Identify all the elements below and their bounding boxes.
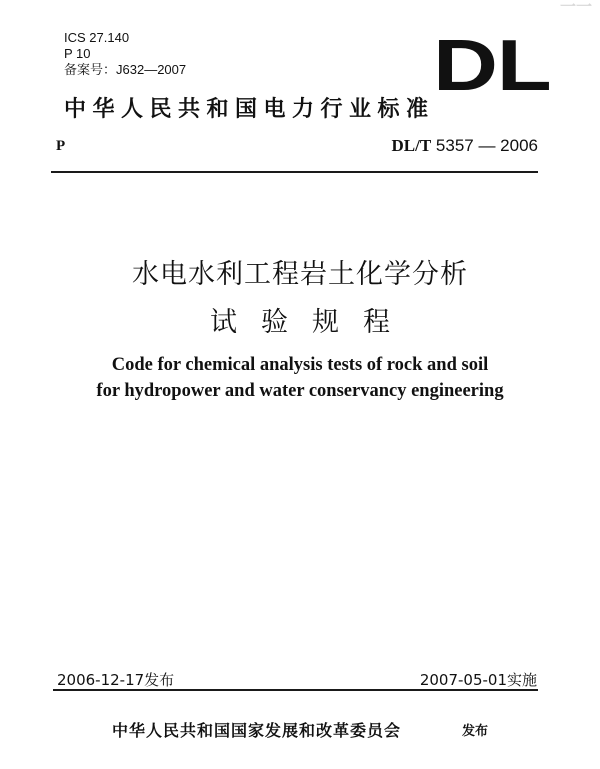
standard-code: 5357 — 2006 <box>435 136 538 155</box>
title-chinese-line2: 试验规程 <box>210 307 414 338</box>
issue-date: 2006-12-17发布 <box>57 671 175 689</box>
publisher-name: 中华人民共和国国家发展和改革委员会 <box>112 721 402 740</box>
class-code: P 10 <box>64 46 91 61</box>
classification-letter: P <box>56 138 66 154</box>
bottom-divider <box>53 689 538 691</box>
corner-watermark: 一一 <box>559 0 592 16</box>
standard-number <box>391 136 538 156</box>
industry-standard-title: 中华人民共和国电力行业标准 <box>64 97 435 122</box>
publish-label: 发布 <box>462 724 489 739</box>
record-number: 备案号：J632—2007 <box>64 62 187 77</box>
ics-code: ICS 27.140 <box>64 30 130 45</box>
title-chinese-line1: 水电水利工程岩土化学分析 <box>132 259 468 290</box>
title-english-line2: for hydropower and water conservancy engineering <box>96 381 504 401</box>
title-english-line1: Code for chemical analysis tests of rock and soil <box>111 355 489 375</box>
standard-prefix: DL/T <box>391 136 432 155</box>
effective-date: 2007-05-01实施 <box>419 671 537 689</box>
dl-logo: DL <box>433 26 551 106</box>
top-divider <box>51 171 538 173</box>
